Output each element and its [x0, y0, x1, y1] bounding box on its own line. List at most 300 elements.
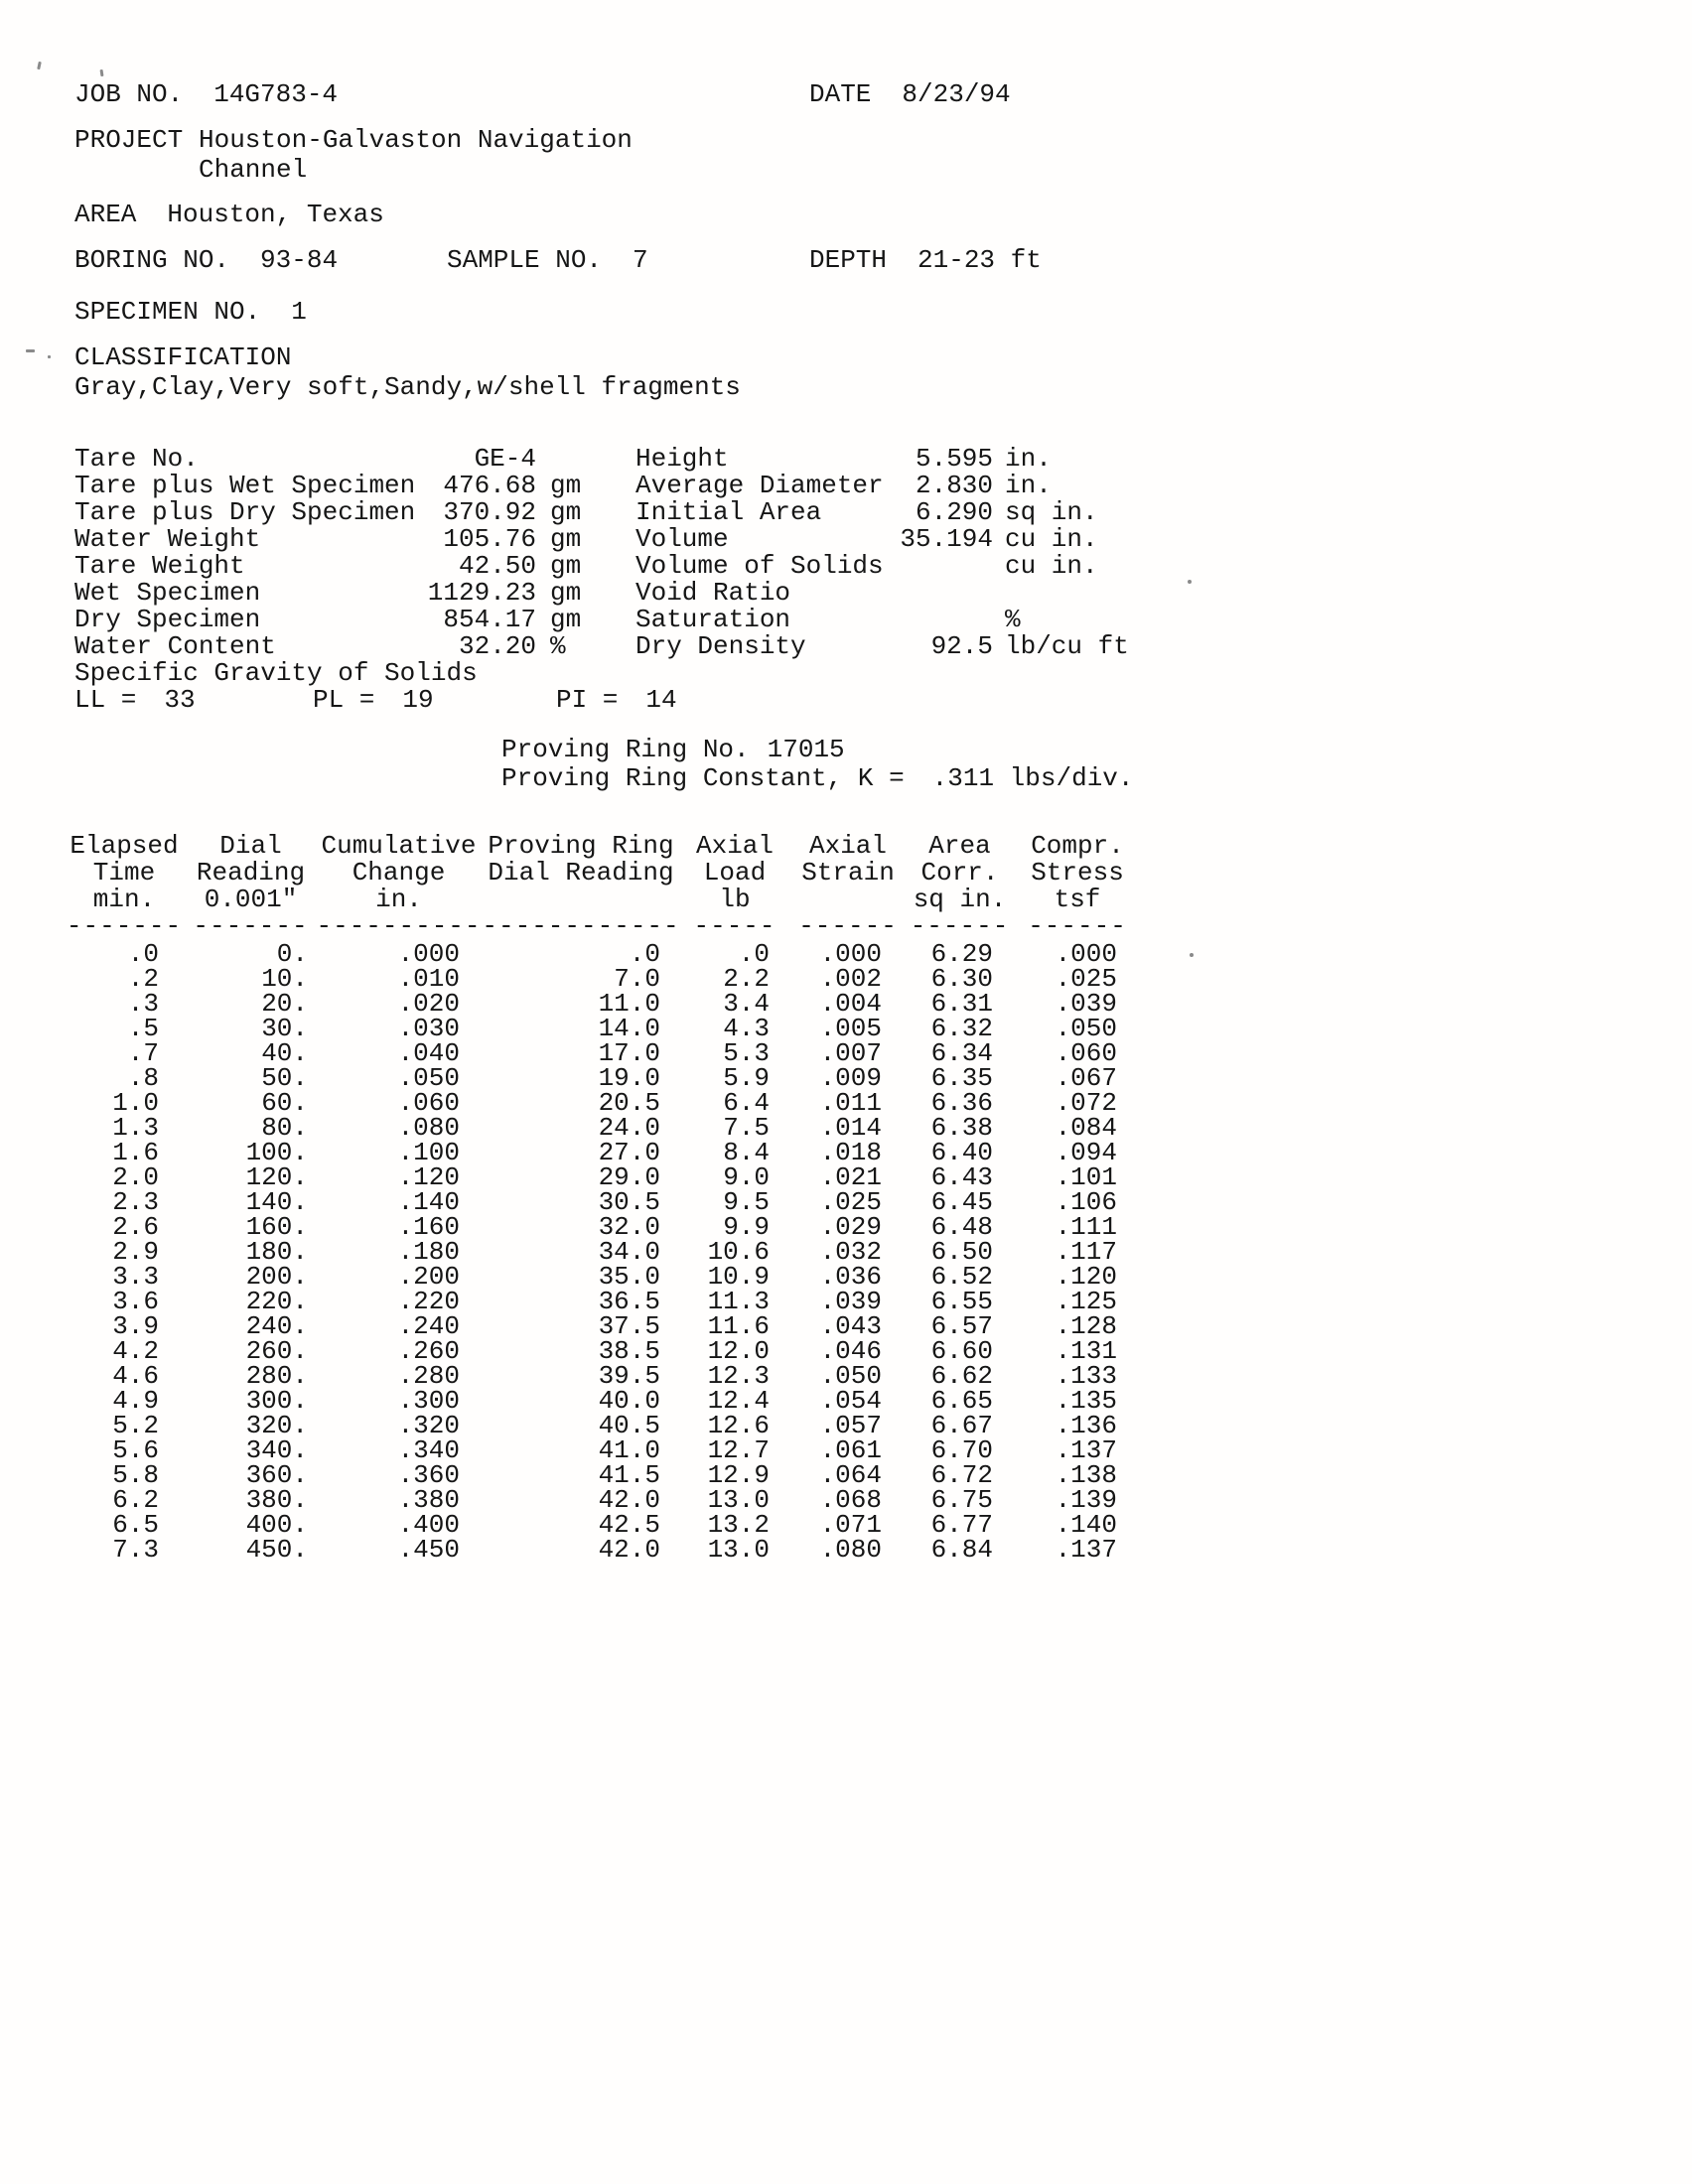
pi-label: PI = — [556, 685, 619, 715]
spec-value: 6.290 — [915, 497, 993, 527]
specimen-row — [74, 297, 1296, 327]
column-header-line — [573, 887, 589, 913]
pi-value: 14 — [645, 685, 677, 715]
project-row — [74, 125, 1296, 185]
date-label: DATE — [809, 79, 872, 109]
boring-no-label: BORING NO. — [74, 245, 230, 275]
table-cell: .101 — [1055, 1162, 1117, 1192]
table-cell: 6.43 — [930, 1162, 993, 1192]
table-cell: .5 — [127, 1014, 159, 1043]
column-header-line: tsf — [1054, 885, 1101, 914]
table-cell: 8.4 — [723, 1138, 770, 1167]
spec-label: Initial Area — [635, 497, 822, 527]
table-cell: 5.9 — [723, 1063, 770, 1093]
sample-no-value: 7 — [633, 245, 648, 275]
spec-unit: cu in. — [1005, 524, 1098, 554]
table-cell: 39.5 — [598, 1361, 660, 1391]
table-cell: 6.72 — [930, 1460, 993, 1490]
spec-label: Height — [635, 444, 729, 474]
table-cell: 9.0 — [723, 1162, 770, 1192]
table-cell: 0. — [276, 939, 308, 969]
spec-row — [635, 553, 1271, 580]
table-cell: 9.9 — [723, 1212, 770, 1242]
table-cell: 6.5 — [112, 1510, 159, 1540]
table-cell: 4.3 — [723, 1014, 770, 1043]
table-cell: 280. — [245, 1361, 308, 1391]
table-cell: 2.2 — [723, 964, 770, 994]
column-underline: ------ — [1028, 911, 1127, 941]
table-cell: 3.4 — [723, 989, 770, 1019]
table-cell: 6.35 — [930, 1063, 993, 1093]
spec-value — [864, 607, 993, 633]
project-value — [199, 125, 633, 185]
table-cell: .180 — [397, 1237, 460, 1267]
proving-ring-no-label: Proving Ring No. — [501, 735, 750, 764]
readings-table — [66, 831, 1296, 1565]
table-cell: 340. — [245, 1435, 308, 1465]
table-cell: 6.62 — [930, 1361, 993, 1391]
spec-unit: % — [1005, 605, 1021, 634]
table-cell: 37.5 — [598, 1311, 660, 1341]
table-cell: 10.6 — [707, 1237, 770, 1267]
column-header-line: Reading — [196, 858, 306, 887]
ll-label: LL = — [74, 685, 137, 715]
spec-row — [635, 446, 1271, 473]
column-header — [482, 831, 700, 941]
table-cell: 20. — [261, 989, 308, 1019]
table-cell: 5.2 — [112, 1411, 159, 1440]
table-cell: .260 — [397, 1336, 460, 1366]
table-cell: .300 — [397, 1386, 460, 1416]
area-row — [74, 200, 1296, 229]
table-cell: .050 — [819, 1361, 882, 1391]
table-cell: .040 — [397, 1038, 460, 1068]
specimen-data-left — [74, 446, 635, 687]
column-header-line: Axial — [809, 831, 888, 861]
table-cell: 11.3 — [707, 1287, 770, 1316]
table-cell: .067 — [1055, 1063, 1117, 1093]
table-cell: 6.31 — [930, 989, 993, 1019]
table-cell: .050 — [1055, 1014, 1117, 1043]
table-cell: 2.6 — [112, 1212, 159, 1242]
table-cell: 6.29 — [930, 939, 993, 969]
table-cell: 10. — [261, 964, 308, 994]
column-header-line: lb — [719, 885, 751, 914]
table-cell: 1.0 — [112, 1088, 159, 1118]
spec-row — [635, 499, 1271, 526]
spec-row — [74, 660, 635, 687]
classification-block — [74, 342, 1296, 402]
spec-row — [635, 473, 1271, 499]
table-cell: .140 — [397, 1187, 460, 1217]
ll-group — [74, 687, 196, 714]
table-cell: .120 — [397, 1162, 460, 1192]
table-cell: 42.0 — [598, 1535, 660, 1565]
table-cell: 400. — [245, 1510, 308, 1540]
table-cell: 360. — [245, 1460, 308, 1490]
table-cell: 41.0 — [598, 1435, 660, 1465]
table-cell: 7.3 — [112, 1535, 159, 1565]
table-cell: .039 — [819, 1287, 882, 1316]
table-cell: 1.6 — [112, 1138, 159, 1167]
column-underline: ---------- — [316, 911, 482, 941]
table-cell: 13.0 — [707, 1485, 770, 1515]
table-cell: 6.45 — [930, 1187, 993, 1217]
proving-ring-no-line — [501, 736, 1296, 764]
project-line1: Houston-Galvaston Navigation — [199, 125, 633, 155]
date-group — [809, 79, 1011, 109]
table-cell: 20.5 — [598, 1088, 660, 1118]
column-underline: ------- — [66, 911, 183, 941]
table-cell: .060 — [1055, 1038, 1117, 1068]
table-cell: 38.5 — [598, 1336, 660, 1366]
table-cell: .137 — [1055, 1535, 1117, 1565]
table-cell: 6.67 — [930, 1411, 993, 1440]
table-cell: 30. — [261, 1014, 308, 1043]
table-cell: 60. — [261, 1088, 308, 1118]
table-cell: .046 — [819, 1336, 882, 1366]
table-cell: .240 — [397, 1311, 460, 1341]
table-cell: .080 — [397, 1113, 460, 1143]
spec-label: Dry Density — [635, 631, 806, 661]
spec-label: Tare Weight — [74, 551, 245, 581]
spec-label: Void Ratio — [635, 578, 791, 608]
sample-no-label: SAMPLE NO. — [447, 245, 603, 275]
spec-row — [635, 526, 1271, 553]
spec-unit: sq in. — [1005, 497, 1098, 527]
spec-label: Tare plus Wet Specimen — [74, 471, 416, 500]
column-header — [1028, 831, 1162, 941]
spec-row — [74, 633, 635, 660]
job-no-value: 14G783-4 — [213, 79, 339, 109]
table-cell: .360 — [397, 1460, 460, 1490]
column-header-line: Corr. — [920, 858, 999, 887]
table-cell: 13.0 — [707, 1535, 770, 1565]
table-cell: .111 — [1055, 1212, 1117, 1242]
table-cell: .011 — [819, 1088, 882, 1118]
table-cell: 6.48 — [930, 1212, 993, 1242]
table-cell: .0 — [738, 939, 770, 969]
table-cell: .084 — [1055, 1113, 1117, 1143]
spec-unit: % — [550, 631, 566, 661]
column-header-line: Proving Ring — [488, 831, 674, 861]
table-row — [74, 1535, 1296, 1565]
table-cell: .3 — [127, 989, 159, 1019]
table-cell: 11.6 — [707, 1311, 770, 1341]
table-cell: .117 — [1055, 1237, 1117, 1267]
table-cell: 10.9 — [707, 1262, 770, 1292]
table-cell: 450. — [245, 1535, 308, 1565]
table-cell: 35.0 — [598, 1262, 660, 1292]
column-header-line: Strain — [801, 858, 895, 887]
table-cell: 300. — [245, 1386, 308, 1416]
table-cell: 260. — [245, 1336, 308, 1366]
spec-unit: gm — [550, 605, 582, 634]
table-cell: 6.32 — [930, 1014, 993, 1043]
spec-value: 92.5 — [930, 631, 993, 661]
spec-value — [864, 580, 993, 607]
table-cell: 80. — [261, 1113, 308, 1143]
spec-unit: in. — [1005, 471, 1052, 500]
spec-value: GE-4 — [474, 444, 536, 474]
table-cell: 6.84 — [930, 1535, 993, 1565]
table-cell: 4.9 — [112, 1386, 159, 1416]
table-cell: 11.0 — [598, 989, 660, 1019]
table-cell: .000 — [1055, 939, 1117, 969]
spec-value: 35.194 — [900, 524, 993, 554]
column-header — [66, 831, 194, 941]
table-cell: 30.5 — [598, 1187, 660, 1217]
table-cell: .2 — [127, 964, 159, 994]
table-cell: 41.5 — [598, 1460, 660, 1490]
specimen-no-value: 1 — [291, 297, 307, 327]
table-header — [66, 831, 1296, 941]
pl-label: PL = — [313, 685, 375, 715]
table-cell: .072 — [1055, 1088, 1117, 1118]
date-value: 8/23/94 — [902, 79, 1011, 109]
column-header-line: 0.001" — [204, 885, 298, 914]
classification-label: CLASSIFICATION — [74, 342, 292, 372]
table-cell: 220. — [245, 1287, 308, 1316]
table-cell: 2.0 — [112, 1162, 159, 1192]
table-cell: 4.6 — [112, 1361, 159, 1391]
table-cell: .004 — [819, 989, 882, 1019]
table-cell: 19.0 — [598, 1063, 660, 1093]
column-header-line: in. — [375, 885, 422, 914]
table-cell: 6.4 — [723, 1088, 770, 1118]
boring-no-value: 93-84 — [260, 245, 339, 275]
column-header-line: Axial — [696, 831, 775, 861]
sample-group — [447, 245, 648, 275]
table-cell: .280 — [397, 1361, 460, 1391]
table-cell: 40. — [261, 1038, 308, 1068]
table-cell: .036 — [819, 1262, 882, 1292]
spec-row — [74, 499, 635, 526]
column-header-line — [840, 887, 856, 913]
table-cell: 100. — [245, 1138, 308, 1167]
spec-value: 854.17 — [443, 605, 536, 634]
spec-label: Volume of Solids — [635, 551, 884, 581]
table-cell: 42.5 — [598, 1510, 660, 1540]
proving-ring-no-value: 17015 — [767, 735, 845, 764]
table-cell: .005 — [819, 1014, 882, 1043]
spec-unit: gm — [550, 524, 582, 554]
table-cell: 5.6 — [112, 1435, 159, 1465]
classification-value: Gray,Clay,Very soft,Sandy,w/shell fragments — [74, 372, 741, 402]
spec-row — [74, 553, 635, 580]
spec-label: Volume — [635, 524, 729, 554]
spec-label: Water Content — [74, 631, 276, 661]
column-header-line: Compr. — [1031, 831, 1124, 861]
table-cell: 6.36 — [930, 1088, 993, 1118]
spec-value: 1129.23 — [427, 578, 536, 608]
table-cell: 4.2 — [112, 1336, 159, 1366]
depth-group — [809, 245, 1042, 275]
table-cell: .125 — [1055, 1287, 1117, 1316]
scan-artifact — [37, 62, 42, 69]
spec-label: Wet Specimen — [74, 578, 261, 608]
spec-label: Tare plus Dry Specimen — [74, 497, 416, 527]
spec-row — [635, 633, 1271, 660]
pl-group — [313, 687, 434, 714]
table-cell: .002 — [819, 964, 882, 994]
project-label: PROJECT — [74, 125, 184, 155]
spec-unit: cu in. — [1005, 551, 1098, 581]
table-cell: 6.40 — [930, 1138, 993, 1167]
spec-row — [74, 446, 635, 473]
table-cell: .050 — [397, 1063, 460, 1093]
table-cell: .064 — [819, 1460, 882, 1490]
scan-artifact — [48, 355, 51, 358]
table-cell: 14.0 — [598, 1014, 660, 1043]
spec-value — [864, 553, 993, 580]
table-cell: .061 — [819, 1435, 882, 1465]
table-cell: 320. — [245, 1411, 308, 1440]
table-cell: 50. — [261, 1063, 308, 1093]
table-cell: .014 — [819, 1113, 882, 1143]
table-cell: .200 — [397, 1262, 460, 1292]
table-cell: 6.77 — [930, 1510, 993, 1540]
specimen-data-right — [635, 446, 1271, 660]
table-cell: .020 — [397, 989, 460, 1019]
table-body — [74, 939, 1296, 1565]
spec-value: 2.830 — [915, 471, 993, 500]
table-cell: 160. — [245, 1212, 308, 1242]
column-underline: ------ — [910, 911, 1010, 941]
table-cell: 3.3 — [112, 1262, 159, 1292]
job-date-row — [74, 79, 1296, 109]
column-header-line: Elapsed — [70, 831, 179, 861]
spec-label: Specific Gravity of Solids — [74, 658, 478, 688]
report-content — [66, 79, 1296, 1565]
job-no-label: JOB NO. — [74, 79, 184, 109]
table-cell: 6.30 — [930, 964, 993, 994]
table-cell: .133 — [1055, 1361, 1117, 1391]
table-cell: .340 — [397, 1435, 460, 1465]
table-cell: 140. — [245, 1187, 308, 1217]
table-cell: 5.8 — [112, 1460, 159, 1490]
table-cell: 12.6 — [707, 1411, 770, 1440]
spec-value: 42.50 — [458, 551, 536, 581]
spec-row — [635, 580, 1271, 607]
table-cell: 36.5 — [598, 1287, 660, 1316]
spec-value: 370.92 — [443, 497, 536, 527]
table-cell: .7 — [127, 1038, 159, 1068]
table-cell: 2.3 — [112, 1187, 159, 1217]
depth-label: DEPTH — [809, 245, 888, 275]
table-cell: .400 — [397, 1510, 460, 1540]
table-cell: .080 — [819, 1535, 882, 1565]
table-cell: 6.52 — [930, 1262, 993, 1292]
table-cell: 6.60 — [930, 1336, 993, 1366]
table-cell: .128 — [1055, 1311, 1117, 1341]
table-cell: 240. — [245, 1311, 308, 1341]
table-cell: 12.3 — [707, 1361, 770, 1391]
table-cell: 32.0 — [598, 1212, 660, 1242]
spec-unit: gm — [550, 471, 582, 500]
area-label: AREA — [74, 200, 137, 229]
proving-ring-constant-label: Proving Ring Constant, K = — [501, 763, 905, 793]
table-cell: 12.7 — [707, 1435, 770, 1465]
depth-value: 21-23 ft — [917, 245, 1042, 275]
table-cell: .8 — [127, 1063, 159, 1093]
spec-unit: gm — [550, 497, 582, 527]
table-cell: .010 — [397, 964, 460, 994]
pl-value: 19 — [402, 685, 434, 715]
table-cell: .030 — [397, 1014, 460, 1043]
table-cell: 6.55 — [930, 1287, 993, 1316]
table-cell: .054 — [819, 1386, 882, 1416]
table-cell: 24.0 — [598, 1113, 660, 1143]
table-cell: 180. — [245, 1237, 308, 1267]
table-cell: .137 — [1055, 1435, 1117, 1465]
table-cell: .136 — [1055, 1411, 1117, 1440]
table-cell: 380. — [245, 1485, 308, 1515]
table-cell: 5.3 — [723, 1038, 770, 1068]
column-underline: ------ — [798, 911, 898, 941]
spec-label: Dry Specimen — [74, 605, 261, 634]
column-underline: ------------ — [482, 911, 680, 941]
table-cell: 200. — [245, 1262, 308, 1292]
column-underline: ------- — [193, 911, 309, 941]
table-cell: .100 — [397, 1138, 460, 1167]
table-cell: .135 — [1055, 1386, 1117, 1416]
table-cell: .000 — [397, 939, 460, 969]
specimen-measurements — [74, 446, 1296, 714]
table-cell: 40.5 — [598, 1411, 660, 1440]
table-cell: .043 — [819, 1311, 882, 1341]
table-cell: .320 — [397, 1411, 460, 1440]
table-cell: 6.2 — [112, 1485, 159, 1515]
pi-group — [556, 687, 677, 714]
proving-ring-block — [501, 736, 1296, 793]
column-header-line: Dial Reading — [488, 858, 674, 887]
table-cell: .450 — [397, 1535, 460, 1565]
table-cell: .018 — [819, 1138, 882, 1167]
scan-artifact — [100, 69, 104, 76]
boring-row — [74, 245, 1296, 275]
table-cell: .025 — [819, 1187, 882, 1217]
table-cell: 6.50 — [930, 1237, 993, 1267]
table-cell: .120 — [1055, 1262, 1117, 1292]
column-header-line: Dial — [219, 831, 282, 861]
table-cell: 6.75 — [930, 1485, 993, 1515]
table-cell: .140 — [1055, 1510, 1117, 1540]
table-cell: .094 — [1055, 1138, 1117, 1167]
atterberg-limits-row — [74, 687, 1296, 714]
column-header-line: Change — [352, 858, 446, 887]
table-cell: 6.57 — [930, 1311, 993, 1341]
table-cell: .380 — [397, 1485, 460, 1515]
table-cell: 1.3 — [112, 1113, 159, 1143]
table-cell: 6.38 — [930, 1113, 993, 1143]
table-cell: 6.34 — [930, 1038, 993, 1068]
table-cell: 3.6 — [112, 1287, 159, 1316]
table-cell: .106 — [1055, 1187, 1117, 1217]
table-cell: .071 — [819, 1510, 882, 1540]
table-cell: .0 — [629, 939, 660, 969]
column-header — [316, 831, 501, 941]
spec-label: Average Diameter — [635, 471, 884, 500]
specimen-no-label: SPECIMEN NO. — [74, 297, 261, 327]
spec-row — [74, 607, 635, 633]
spec-unit: gm — [550, 578, 582, 608]
table-cell: .029 — [819, 1212, 882, 1242]
spec-unit: lb/cu ft — [1005, 631, 1129, 661]
spec-value: 476.68 — [443, 471, 536, 500]
table-cell: .009 — [819, 1063, 882, 1093]
project-line2: Channel — [199, 155, 308, 185]
